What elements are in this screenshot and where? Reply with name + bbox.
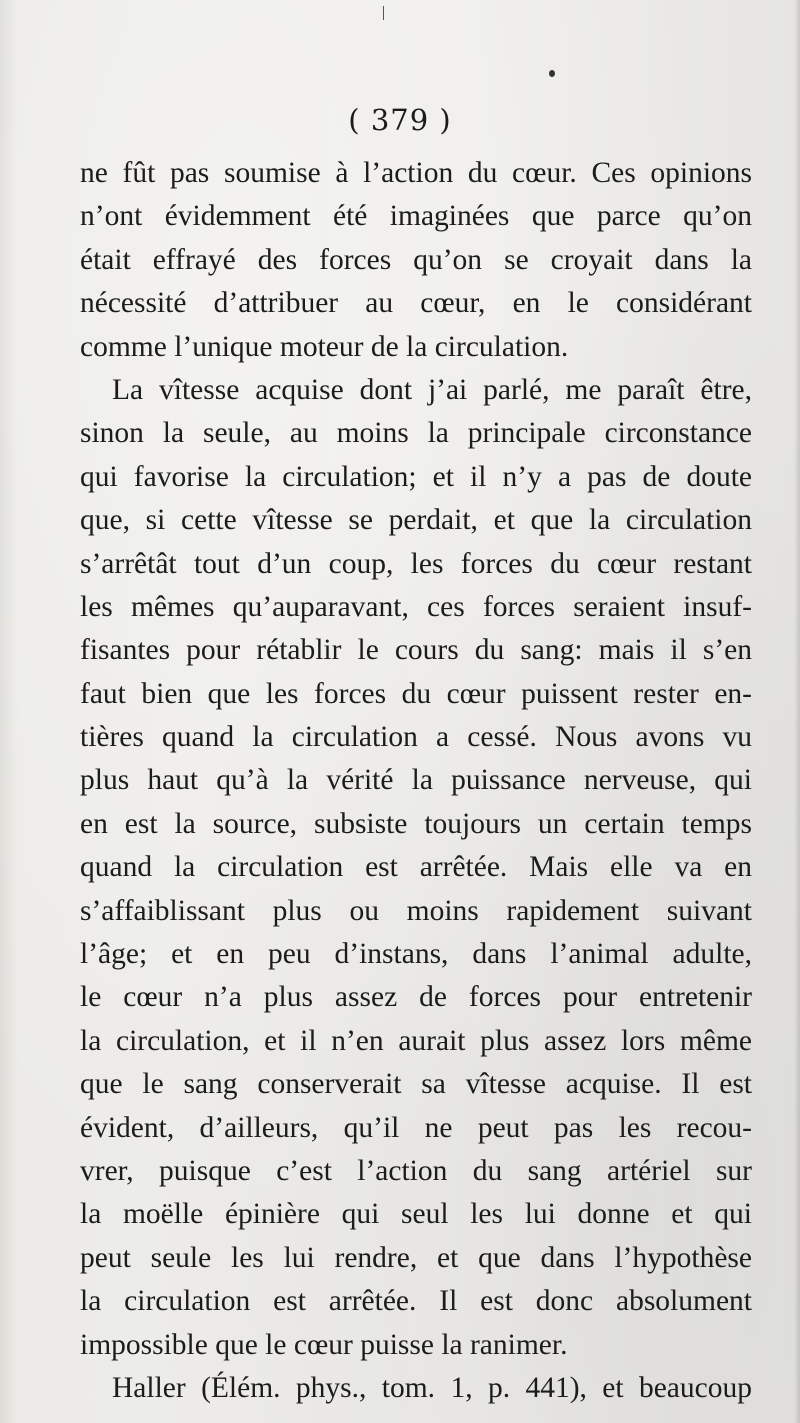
text-line: le cœur n’a plus assez de forces pour entretenir (80, 981, 752, 1014)
text-line: la circulation est arrêtée. Il est donc absolument (80, 1285, 752, 1318)
text-line: était effrayé des forces qu’on se croyait dans la (80, 243, 752, 276)
page-edge-shadow (794, 0, 800, 1423)
text-line: les mêmes qu’auparavant, ces forces seraient insuf- (80, 590, 752, 623)
text-line: impossible que le cœur puisse la ranimer. (80, 1328, 568, 1361)
text-line: vrer, puisque c’est l’action du sang artériel sur (80, 1154, 752, 1187)
text-line: évident, d’ailleurs, qu’il ne peut pas les recou- (80, 1111, 752, 1144)
text-line: nécessité d’attribuer au cœur, en le considérant (80, 287, 752, 320)
text-line: en est la source, subsiste toujours un certain temps (80, 807, 752, 840)
text-line: faut bien que les forces du cœur puissent rester en- (80, 677, 752, 710)
text-line: quand la circulation est arrêtée. Mais elle va en (80, 851, 752, 884)
text-line: que, si cette vîtesse se perdait, et que la circulation (80, 504, 752, 537)
text-line: la circulation, et il n’en aurait plus assez lors même (80, 1024, 752, 1057)
text-line: fisantes pour rétablir le cours du sang: mais il s’en (80, 634, 752, 667)
text-line: s’affaiblissant plus ou moins rapidement suivant (80, 894, 752, 927)
text-line: sinon la seule, au moins la principale circonstance (80, 417, 752, 450)
paragraph-start-line: La vîtesse acquise dont j’ai parlé, me paraît être, (112, 373, 752, 406)
text-line: que le sang conserverait sa vîtesse acquise. Il est (80, 1068, 752, 1101)
text-line: plus haut qu’à la vérité la puissance nerveuse, qui (80, 764, 752, 797)
text-line: peut seule les lui rendre, et que dans l’hypothèse (80, 1241, 752, 1274)
text-line: l’âge; et en peu d’instans, dans l’animal adulte, (80, 938, 752, 971)
page-number: ( 379 ) (348, 103, 452, 137)
text-line: tières quand la circulation a cessé. Nous avons vu (80, 721, 752, 754)
text-line: n’ont évidemment été imaginées que parce qu’on (80, 200, 752, 233)
body-text (80, 152, 752, 1410)
page-mark (383, 6, 384, 20)
paragraph-start-line: Haller (Élém. phys., tom. 1, p. 441), et beaucoup (112, 1371, 752, 1404)
text-line: la moëlle épinière qui seul les lui donne et qui (80, 1198, 752, 1231)
text-line: qui favorise la circulation; et il n’y a pas de doute (80, 460, 752, 493)
ink-spot (549, 70, 555, 77)
text-line: ne fût pas soumise à l’action du cœur. Ces opinions (80, 157, 752, 189)
text-line: comme l’unique moteur de la circulation. (80, 330, 569, 363)
text-line: s’arrêtât tout d’un coup, les forces du cœur restant (80, 547, 752, 580)
